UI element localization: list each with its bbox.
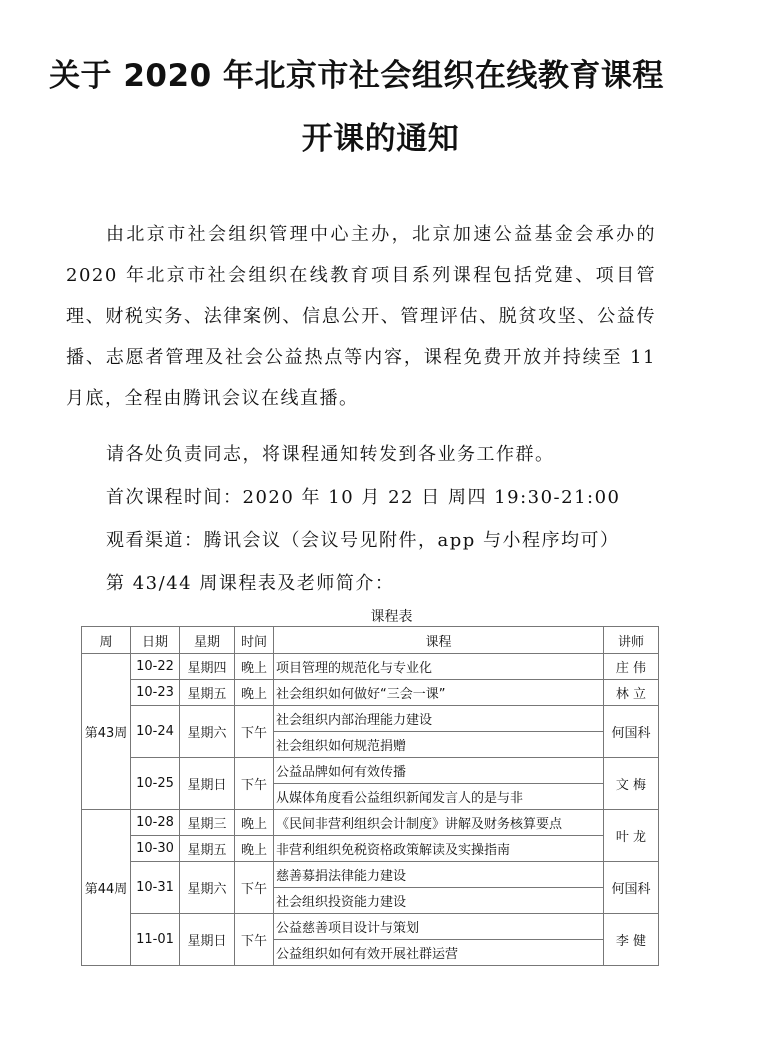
week-cell: 第43周 (82, 654, 131, 810)
date-cell: 10-24 (131, 706, 180, 758)
time-cell: 下午 (235, 862, 274, 914)
table-row (82, 914, 659, 940)
teacher-cell: 何国科 (604, 862, 659, 914)
teacher-cell: 林 立 (604, 680, 659, 706)
day-cell: 星期五 (180, 836, 235, 862)
table-row (82, 810, 659, 836)
course-cell: 社会组织内部治理能力建设 (274, 706, 604, 732)
course-cell: 项目管理的规范化与专业化 (274, 654, 604, 680)
day-cell: 星期六 (180, 706, 235, 758)
schedule-intro: 第 43/44 周课程表及老师简介： (106, 573, 395, 594)
course-cell: 公益品牌如何有效传播 (274, 758, 604, 784)
time-cell: 晚上 (235, 810, 274, 836)
week-cell: 第44周 (82, 810, 131, 966)
day-cell: 星期五 (180, 680, 235, 706)
course-cell: 非营利组织免税资格政策解读及实操指南 (274, 836, 604, 862)
teacher-cell: 叶 龙 (604, 810, 659, 862)
course-cell: 社会组织如何做好“三会一课” (274, 680, 604, 706)
course-cell: 从媒体角度看公益组织新闻发言人的是与非 (274, 784, 604, 810)
day-cell: 星期四 (180, 654, 235, 680)
document-title-line2: 开课的通知 (301, 121, 460, 157)
day-cell: 星期三 (180, 810, 235, 836)
table-row (82, 836, 659, 862)
date-cell: 11-01 (131, 914, 180, 966)
course-schedule-table (81, 626, 659, 966)
table-caption: 课程表 (370, 609, 413, 625)
date-cell: 10-25 (131, 758, 180, 810)
document-title-line1: 关于 2020 年北京市社会组织在线教育课程 (49, 58, 664, 94)
teacher-cell: 李 健 (604, 914, 659, 966)
date-cell: 10-30 (131, 836, 180, 862)
day-cell: 星期日 (180, 914, 235, 966)
teacher-cell: 何国科 (604, 706, 659, 758)
header-week: 周 (82, 627, 131, 654)
header-date: 日期 (131, 627, 180, 654)
day-cell: 星期六 (180, 862, 235, 914)
time-cell: 晚上 (235, 836, 274, 862)
table-row (82, 680, 659, 706)
table-row (82, 758, 659, 784)
day-cell: 星期日 (180, 758, 235, 810)
course-cell: 社会组织如何规范捐赠 (274, 732, 604, 758)
forward-instruction: 请各处负责同志，将课程通知转发到各业务工作群。 (106, 444, 555, 465)
first-course-time: 首次课程时间：2020 年 10 月 22 日 周四 19:30-21:00 (106, 487, 621, 508)
date-cell: 10-28 (131, 810, 180, 836)
viewing-channel: 观看渠道：腾讯会议（会议号见附件，app 与小程序均可） (106, 530, 620, 551)
header-time: 时间 (235, 627, 274, 654)
course-cell: 社会组织投资能力建设 (274, 888, 604, 914)
date-cell: 10-22 (131, 654, 180, 680)
course-cell: 《民间非营利组织会计制度》讲解及财务核算要点 (274, 810, 604, 836)
teacher-cell: 庄 伟 (604, 654, 659, 680)
date-cell: 10-23 (131, 680, 180, 706)
table-row (82, 862, 659, 888)
time-cell: 下午 (235, 914, 274, 966)
table-header-row (82, 627, 659, 654)
table-row (82, 654, 659, 680)
header-teacher: 讲师 (604, 627, 659, 654)
course-cell: 慈善募捐法律能力建设 (274, 862, 604, 888)
time-cell: 晚上 (235, 680, 274, 706)
course-cell: 公益组织如何有效开展社群运营 (274, 940, 604, 966)
header-course: 课程 (274, 627, 604, 654)
time-cell: 下午 (235, 706, 274, 758)
intro-paragraph: 由北京市社会组织管理中心主办，北京加速公益基金会承办的 2020 年北京市社会组织在线教育项目系列课程包括党建、项目管理、财税实务、法律案例、信息公开、管理评估、脱贫攻坚、公益传播、志愿者管理及社会公益热点等内容，课程免费开放并持续至 11 月底，全程由腾讯会议在线直播。 (66, 224, 656, 409)
course-cell: 公益慈善项目设计与策划 (274, 914, 604, 940)
time-cell: 下午 (235, 758, 274, 810)
date-cell: 10-31 (131, 862, 180, 914)
table-row (82, 706, 659, 732)
header-day: 星期 (180, 627, 235, 654)
teacher-cell: 文 梅 (604, 758, 659, 810)
time-cell: 晚上 (235, 654, 274, 680)
